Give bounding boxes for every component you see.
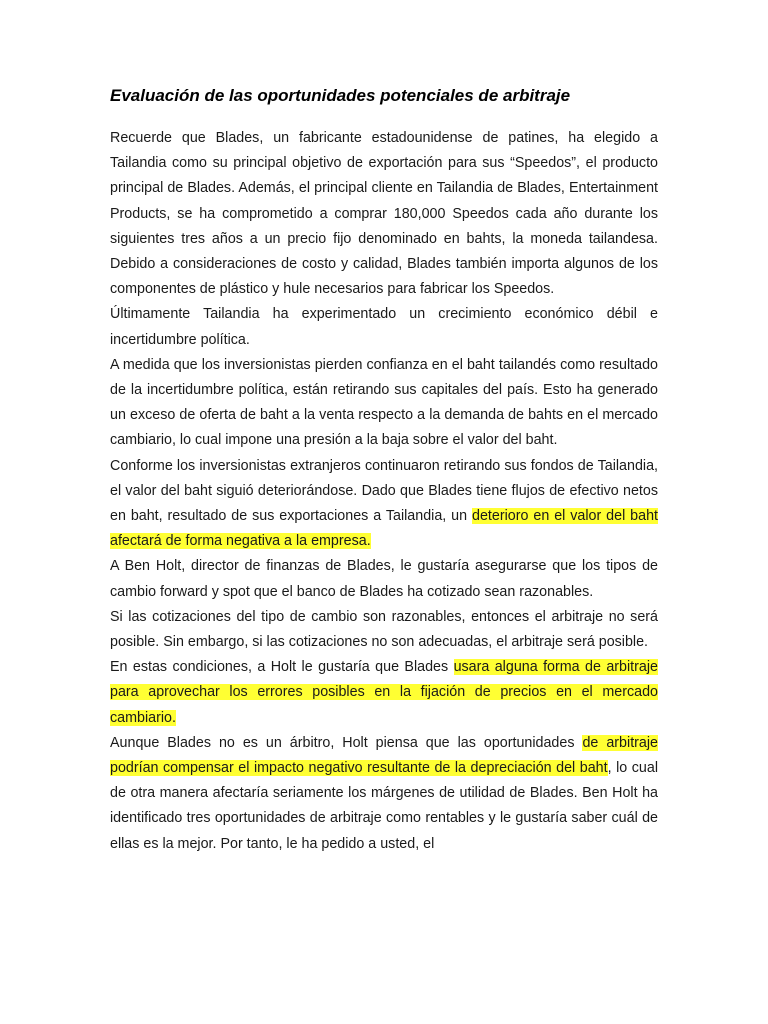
paragraph — [110, 302, 658, 352]
paragraph — [110, 554, 658, 604]
paragraph — [110, 605, 658, 655]
paragraph-text: En estas condiciones, a Holt le gustaría que Blades — [110, 659, 454, 676]
paragraph — [110, 655, 658, 731]
highlighted-text: deterioro en el valor del baht afectará de forma negativa a la empresa. — [110, 508, 658, 550]
paragraph-list — [110, 126, 658, 857]
document-title: Evaluación de las oportunidades potenciales de arbitraje — [110, 86, 571, 105]
paragraph-text: Si las cotizaciones del tipo de cambio son razonables, entonces el arbitraje no será posible. Sin embargo, si las cotizaciones no son adecuadas, el arbitraje será posible. — [110, 608, 658, 651]
paragraph — [110, 126, 658, 302]
paragraph-text: Últimamente Tailandia ha experimentado un crecimiento económico débil e incertidumbre política. — [110, 306, 658, 348]
paragraph — [110, 731, 658, 857]
document-body — [110, 82, 658, 857]
paragraph-text: A medida que los inversionistas pierden confianza en el baht tailandés como resultado de la incertidumbre política, están retirando sus capitales del país. Esto ha generado un exceso de oferta de baht a la venta respecto a la demanda de bahts en el mercado cambiario, lo cual impone una presión a la baja sobre el valor del baht. — [110, 356, 658, 449]
paragraph-text: , lo cual de otra manera afectaría seriamente los márgenes de utilidad de Blades. Ben Holt ha identificado tres oportunidades de arbitraje como rentables y le gustaría saber cuál de ellas es la mejor. Por tanto, le ha pedido a usted, el — [110, 760, 658, 852]
paragraph-text: Aunque Blades no es un árbitro, Holt piensa que las oportunidades — [110, 734, 583, 751]
highlighted-text: usara alguna forma de arbitraje para aprovechar los errores posibles en la fijación de precios en el mercado cambiario. — [110, 659, 658, 726]
paragraph-text: Conforme los inversionistas extranjeros continuaron retirando sus fondos de Tailandia, el valor del baht siguió deteriorándose. Dado que Blades tiene flujos de efectivo netos en baht, resultado de sus exportaciones a Tailandia, un — [110, 457, 658, 525]
paragraph-text: A Ben Holt, director de finanzas de Blades, le gustaría asegurarse que los tipos de cambio forward y spot que el banco de Blades ha cotizado sean razonables. — [110, 558, 658, 600]
paragraph — [110, 454, 658, 555]
paragraph — [110, 353, 658, 454]
highlighted-text: de arbitraje podrían compensar el impacto negativo resultante de la depreciación del baht — [110, 734, 659, 777]
paragraph-text: Recuerde que Blades, un fabricante estadounidense de patines, ha elegido a Tailandia como su principal objetivo de exportación para sus “Speedos”, el producto principal de Blades. Además, el principal cliente en Tailandia de Blades, Entertainment Products, se ha comprometido a comprar 180,000 Speedos cada año durante los siguientes tres años a un precio fijo denominado en bahts, la moneda tailandesa. Debido a consideraciones de costo y calidad, Blades también importa algunos de los componentes de plástico y hule necesarios para fabricar los Speedos. — [110, 130, 658, 298]
